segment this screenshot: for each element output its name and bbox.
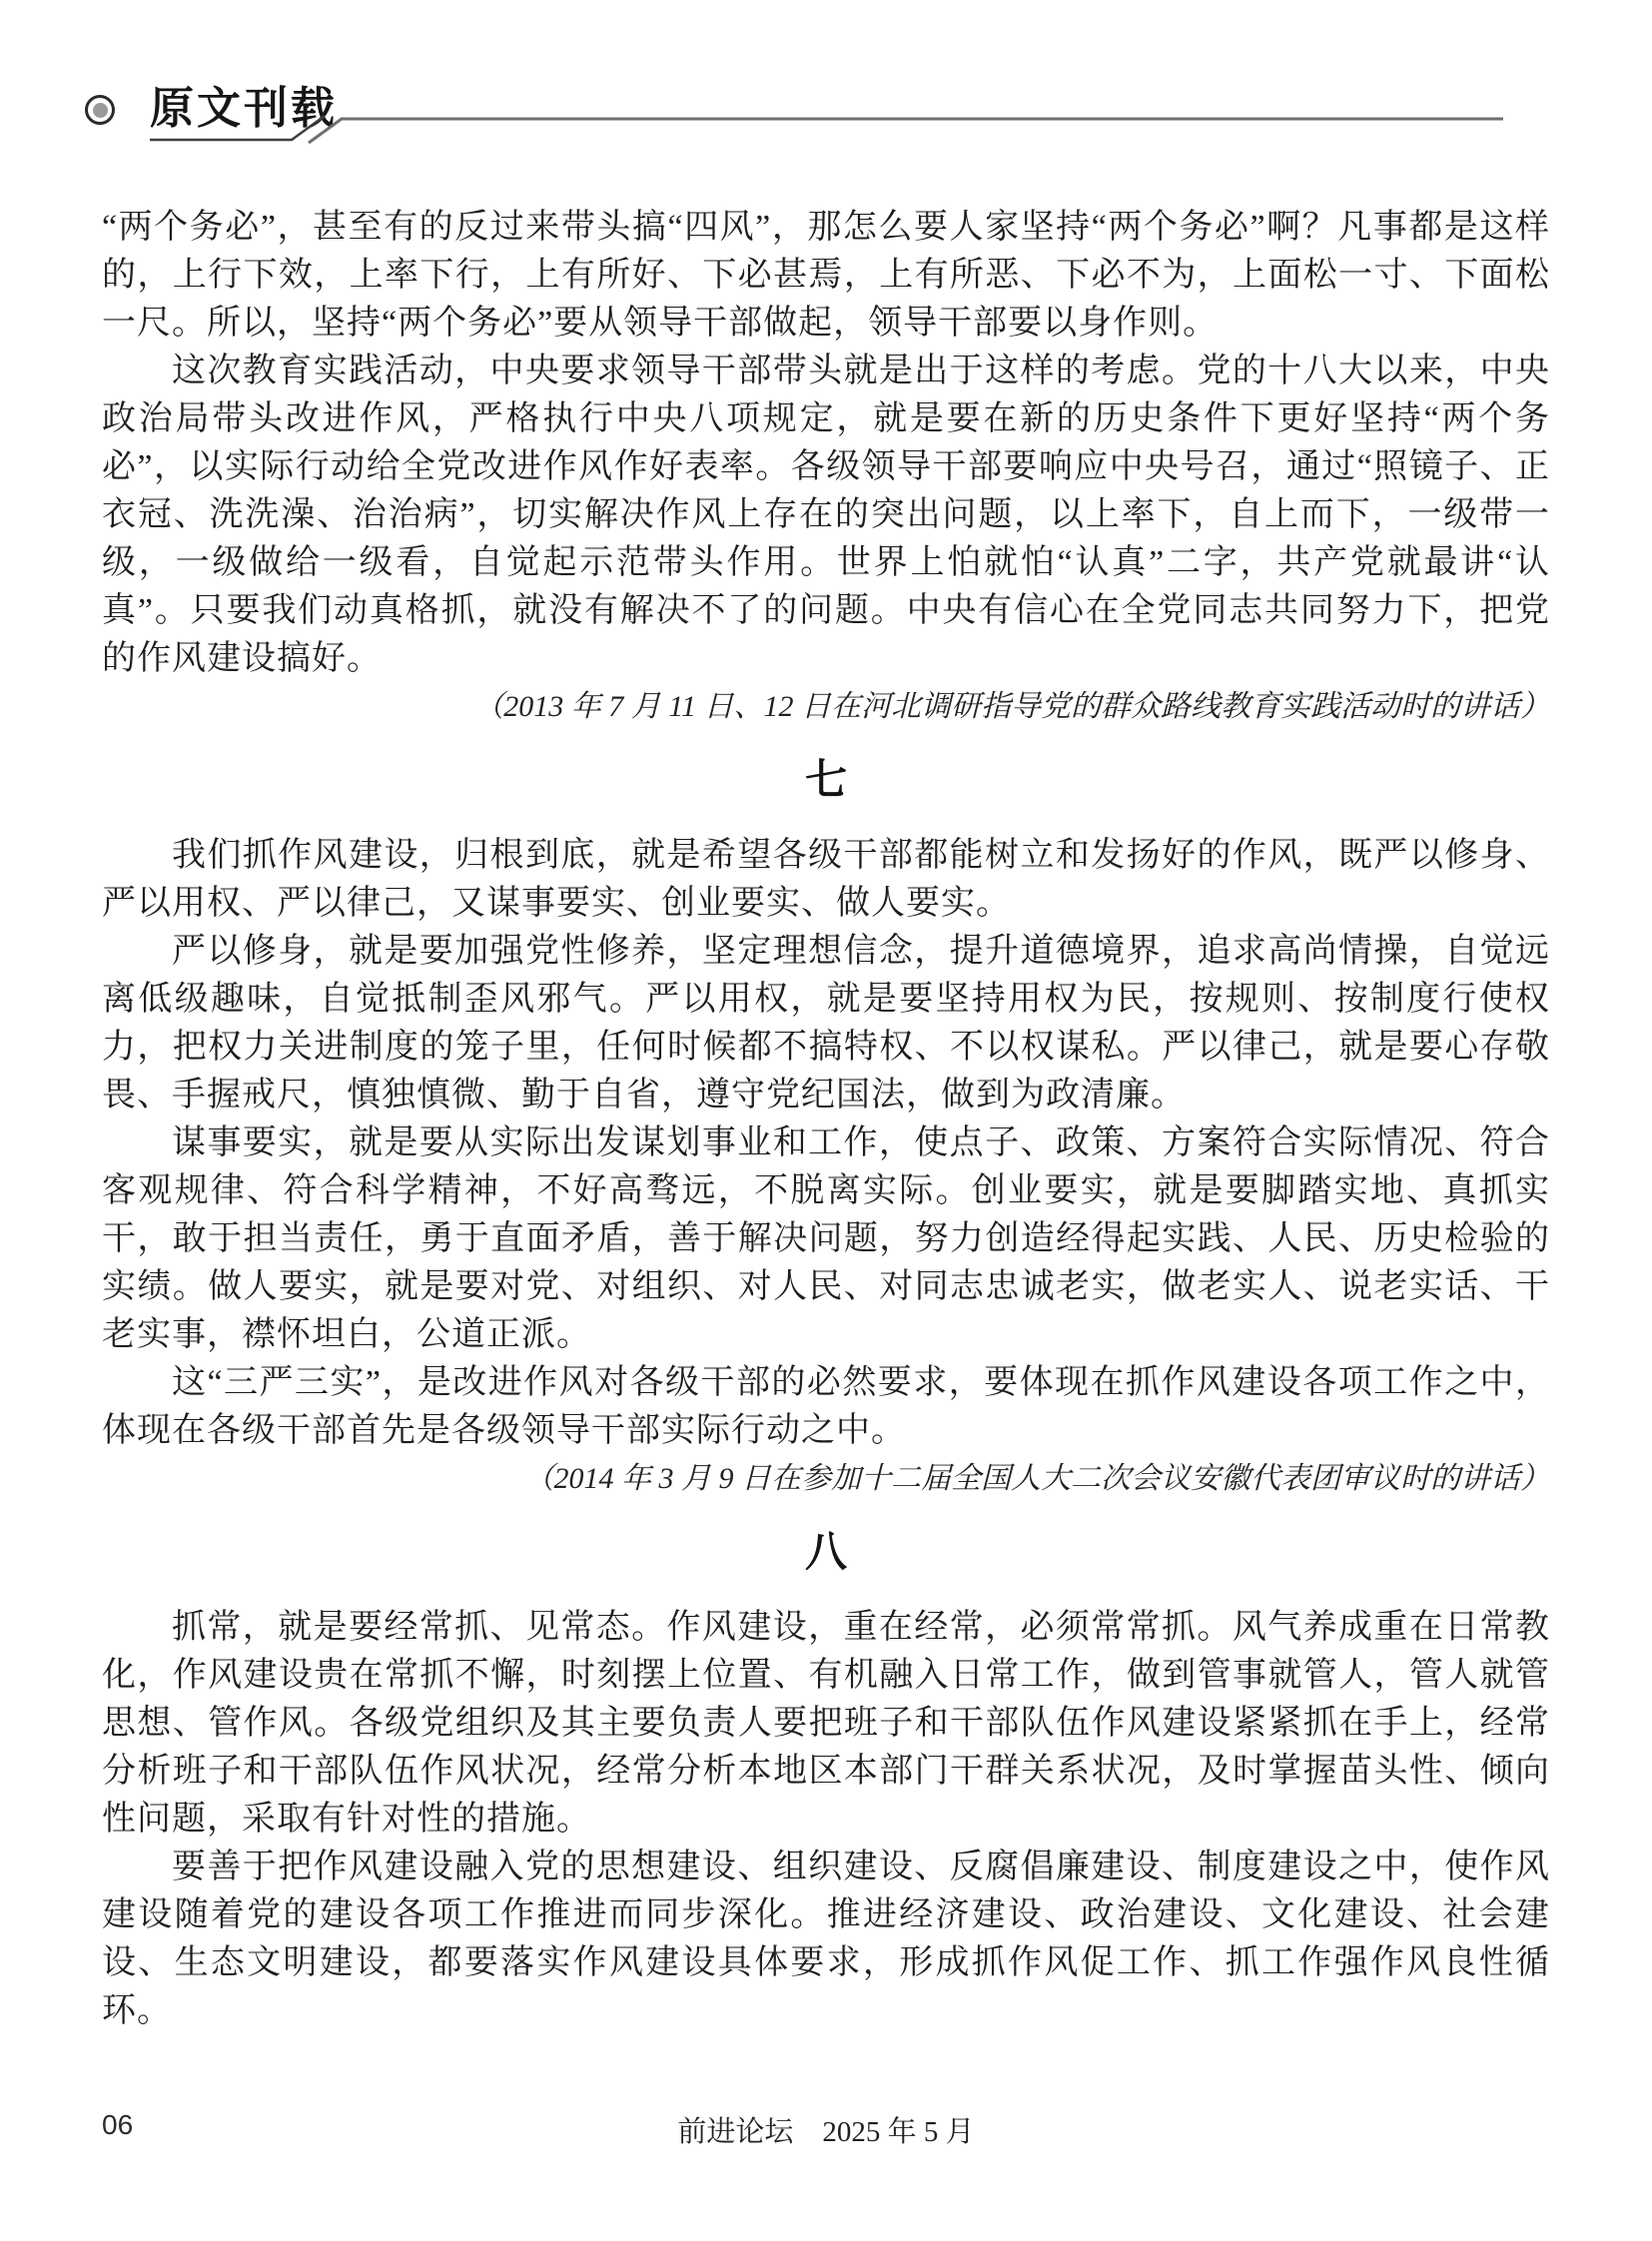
journal-name-date: 前进论坛 2025 年 5 月 <box>677 2116 975 2148</box>
section-seven-paragraph: 这“三严三实”，是改进作风对各级干部的必然要求，要体现在抓作风建设各项工作之中，体现在各级干部首先是各级领导干部实际行动之中。 <box>102 1364 1550 1449</box>
speech-citation-2014: （2014 年 3 月 9 日在参加十二届全国人大二次会议安徽代表团审议时的讲话） <box>523 1462 1550 1495</box>
section-eight-paragraph: 要善于把作风建设融入党的思想建设、组织建设、反腐倡廉建设、制度建设之中，使作风建设随着党的建设各项工作推进而同步深化。推进经济建设、政治建设、文化建设、社会建设、生态文明建设，都要落实作风建设具体要求，形成抓作风促工作、抓工作强作风良性循环。 <box>102 1849 1550 2029</box>
section-seven-paragraph: 我们抓作风建设，归根到底，就是希望各级干部都能树立和发扬好的作风，既严以修身、严以用权、严以律己，又谋事要实、创业要实、做人要实。 <box>102 837 1550 922</box>
article-body <box>102 204 1550 2035</box>
header-rule-decoration <box>0 0 1652 180</box>
section-number-eight: 八 <box>804 1528 847 1575</box>
section-number-seven: 七 <box>804 756 847 803</box>
intro-paragraph: 这次教育实践活动，中央要求领导干部带头就是出于这样的考虑。党的十八大以来，中央政治局带头改进作风，严格执行中央八项规定，就是要在新的历史条件下更好坚持“两个务必”，以实际行动给全党改进作风作好表率。各级领导干部要响应中央号召，通过“照镜子、正衣冠、洗洗澡、治治病”，切实解决作风上存在的突出问题，以上率下，自上而下，一级带一级，一级做给一级看，自觉起示范带头作用。世界上怕就怕“认真”二字，共产党就最讲“认真”。只要我们动真格抓，就没有解决不了的问题。中央有信心在全党同志共同努力下，把党的作风建设搞好。 <box>102 353 1550 677</box>
page-footer <box>102 2103 1550 2153</box>
intro-paragraph-continued: “两个务必”，甚至有的反过来带头搞“四风”，那怎么要人家坚持“两个务必”啊？凡事都是这样的，上行下效，上率下行，上有所好、下必甚焉，上有所恶、下必不为，上面松一寸、下面松一尺。所以，坚持“两个务必”要从领导干部做起，领导干部要以身作则。 <box>102 209 1550 342</box>
page-number: 06 <box>102 2109 134 2140</box>
section-eight-paragraph: 抓常，就是要经常抓、见常态。作风建设，重在经常，必须常常抓。风气养成重在日常教化，作风建设贵在常抓不懈，时刻摆上位置、有机融入日常工作，做到管事就管人，管人就管思想、管作风。各级党组织及其主要负责人要把班子和干部队伍作风建设紧紧抓在手上，经常分析班子和干部队伍作风状况，经常分析本地区本部门干群关系状况，及时掌握苗头性、倾向性问题，采取有针对性的措施。 <box>102 1609 1550 1838</box>
section-seven-paragraph: 严以修身，就是要加强党性修养，坚定理想信念，提升道德境界，追求高尚情操，自觉远离低级趣味，自觉抵制歪风邪气。严以用权，就是要坚持用权为民，按规则、按制度行使权力，把权力关进制度的笼子里，任何时候都不搞特权、不以权谋私。严以律己，就是要心存敬畏、手握戒尺，慎独慎微、勤于自省，遵守党纪国法，做到为政清廉。 <box>102 933 1550 1114</box>
section-seven-paragraph: 谋事要实，就是要从实际出发谋划事业和工作，使点子、政策、方案符合实际情况、符合客观规律、符合科学精神，不好高骛远，不脱离实际。创业要实，就是要脚踏实地、真抓实干，敢于担当责任，勇于直面矛盾，善于解决问题，努力创造经得起实践、人民、历史检验的实绩。做人要实，就是要对党、对组织、对人民、对同志忠诚老实，做老实人、说老实话、干老实事，襟怀坦白，公道正派。 <box>102 1124 1550 1353</box>
page-header <box>0 0 1652 180</box>
speech-citation-2013: （2013 年 7 月 11 日、12 日在河北调研指导党的群众路线教育实践活动时的讲话） <box>473 690 1550 723</box>
page-header-title: 原文刊载 <box>150 84 338 133</box>
